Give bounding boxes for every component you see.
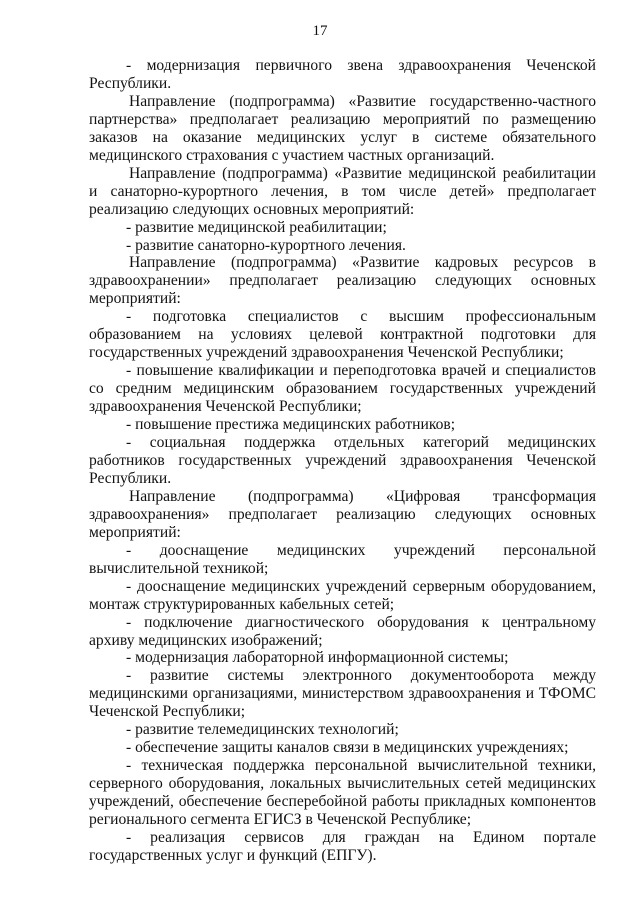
paragraph-bullet: - дооснащение медицинских учреждений персональной вычислительной техникой; <box>89 541 596 577</box>
paragraph-bullet: - техническая поддержка персональной вычислительной техники, серверного оборудования, локальных вычислительных сетей медицинских учреждений, обеспечение бесперебойной работы прикладных компонентов регионального сегмента ЕГИСЗ в Чеченской Республике; <box>89 757 596 829</box>
paragraph-bullet: - социальная поддержка отдельных категорий медицинских работников государственных учреждений здравоохранения Чеченской Республики. <box>89 434 596 487</box>
paragraph-bullet: - подготовка специалистов с высшим профессиональным образованием на условиях целевой контрактной подготовки для государственных учреждений здравоохранения Чеченской Республики; <box>89 308 596 362</box>
page-number: 17 <box>312 23 328 39</box>
paragraph-bullet: - развитие санаторно-курортного лечения. <box>126 236 406 254</box>
paragraph-bullet: - модернизация первичного звена здравоохранения Чеченской Республики. <box>89 57 596 92</box>
paragraph-bullet: - обеспечение защиты каналов связи в медицинских учреждениях; <box>126 739 569 757</box>
paragraph-bullet: - развитие телемедицинских технологий; <box>126 721 399 739</box>
paragraph-direction: Направление (подпрограмма) «Цифровая трансформация здравоохранения» предполагает реализацию следующих основных мероприятий: <box>89 487 596 541</box>
paragraph-bullet: - модернизация лабораторной информационной системы; <box>126 649 509 667</box>
paragraph-bullet: - подключение диагностического оборудования к центральному архиву медицинских изображений; <box>89 613 596 649</box>
body-text <box>89 57 596 865</box>
paragraph-bullet: - повышение квалификации и переподготовка врачей и специалистов со средним медицинским образованием государственных учреждений здравоохранения Чеченской Республики; <box>89 362 596 416</box>
paragraph-bullet: - развитие системы электронного документооборота между медицинскими организациями, министерством здравоохранения и ТФОМС Чеченской Республики; <box>89 667 596 721</box>
paragraph-direction: Направление (подпрограмма) «Развитие государственно-частного партнерства» предполагает реализацию мероприятий по размещению заказов на оказание медицинских услуг в системе обязательного медицинского страхования с участием частных организаций. <box>89 92 596 164</box>
paragraph-bullet: - повышение престижа медицинских работников; <box>126 416 456 434</box>
paragraph-bullet: - дооснащение медицинских учреждений серверным оборудованием, монтаж структурированных кабельных сетей; <box>89 577 596 613</box>
paragraph-bullet: - реализация сервисов для граждан на Едином портале государственных услуг и функций (ЕПГУ). <box>89 828 596 864</box>
paragraph-bullet: - развитие медицинской реабилитации; <box>126 218 387 236</box>
paragraph-direction: Направление (подпрограмма) «Развитие кадровых ресурсов в здравоохранении» предполагает реализацию следующих основных мероприятий: <box>89 254 596 308</box>
paragraph-direction: Направление (подпрограмма) «Развитие медицинской реабилитации и санаторно-курортного лечения, в том числе детей» предполагает реализацию следующих основных мероприятий: <box>89 164 596 218</box>
